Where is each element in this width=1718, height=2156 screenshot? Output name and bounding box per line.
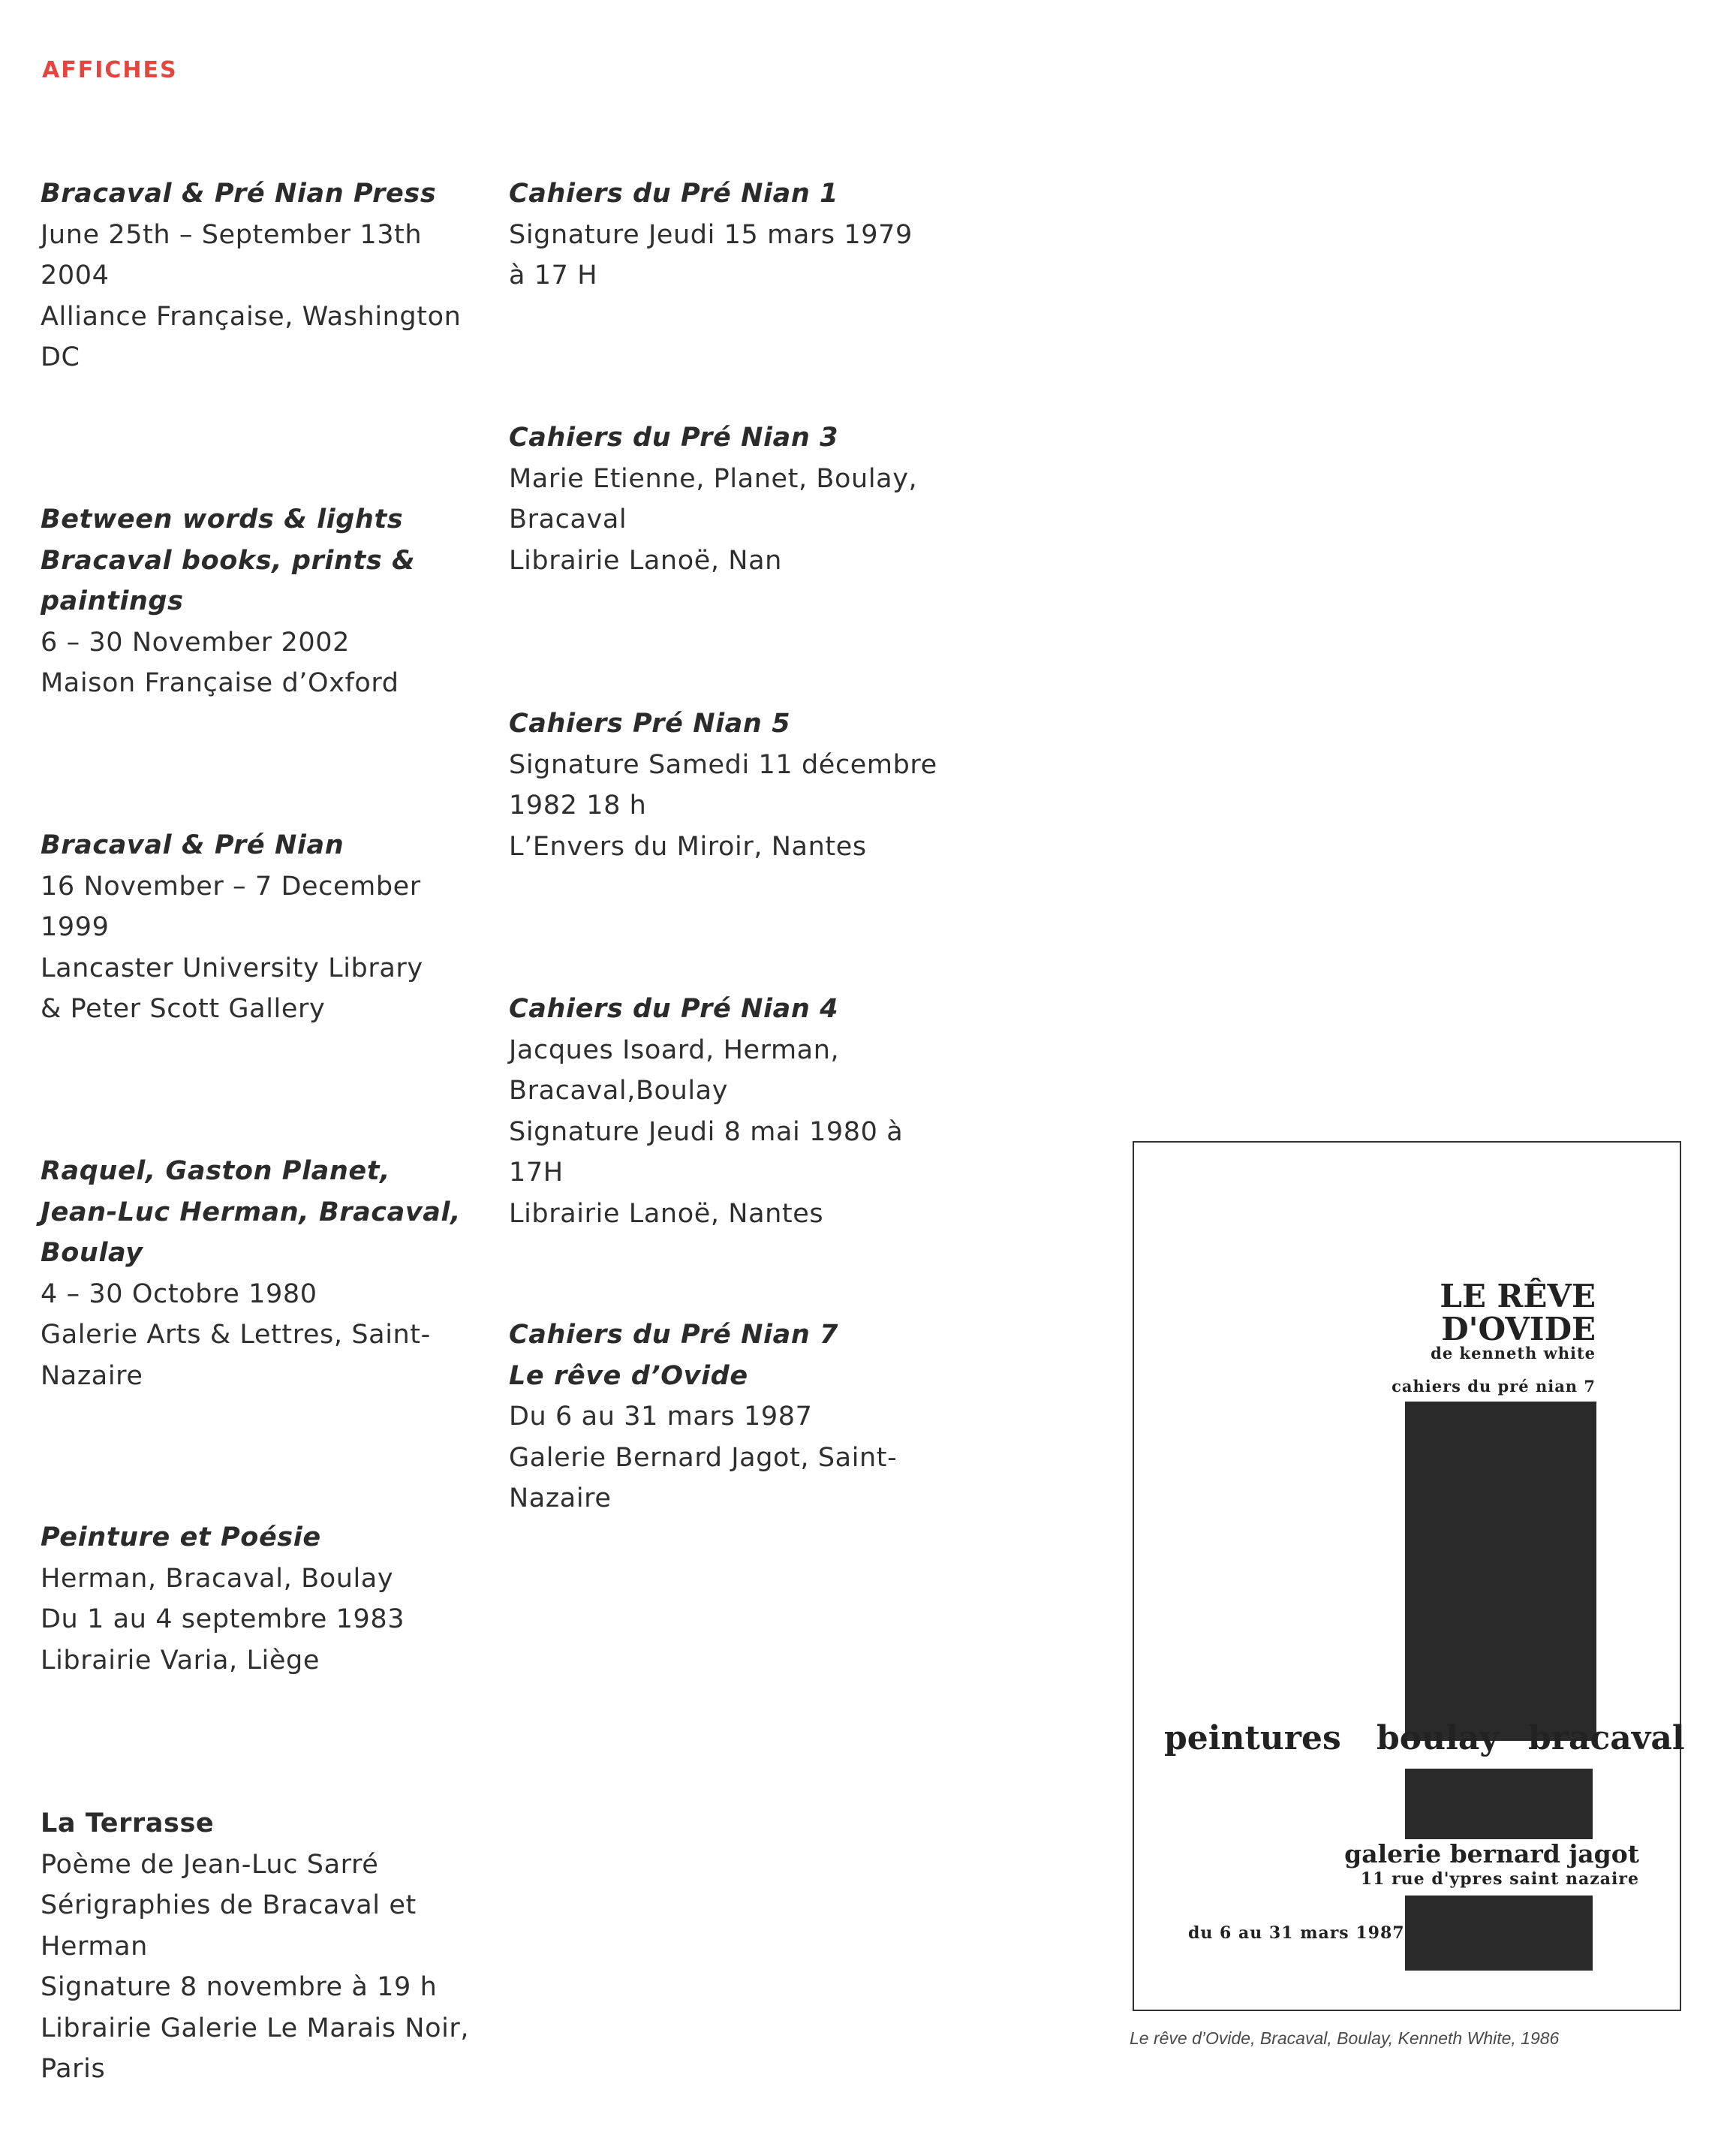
entry-line: Du 6 au 31 mars 1987 bbox=[509, 1402, 813, 1432]
exhibit-entry bbox=[509, 173, 952, 297]
entry-title: Boulay bbox=[41, 1238, 143, 1268]
entry-line: 17H bbox=[509, 1158, 564, 1188]
entry-title: paintings bbox=[41, 586, 184, 616]
entry-line: Signature Samedi 11 décembre bbox=[509, 749, 937, 780]
entry-title: Bracaval & Pré Nian Press bbox=[41, 179, 437, 209]
exhibit-entry bbox=[509, 703, 952, 867]
exhibit-entry bbox=[509, 1314, 952, 1519]
poster-caption: Le rêve d’Ovide, Bracaval, Boulay, Kenneth White, 1986 bbox=[1130, 2028, 1560, 2048]
entry-title: Cahiers du Pré Nian 3 bbox=[509, 423, 839, 453]
exhibit-entry bbox=[41, 1517, 476, 1681]
entry-line: Librairie Lanoë, Nantes bbox=[509, 1198, 824, 1229]
poster-author: de kenneth white bbox=[1431, 1344, 1596, 1363]
entry-line: Herman bbox=[41, 1931, 148, 1962]
poster-name: peintures bbox=[1164, 1719, 1341, 1757]
entry-line: 16 November – 7 December bbox=[41, 871, 421, 902]
entry-line: Poème de Jean-Luc Sarré bbox=[41, 1849, 379, 1880]
entry-line: 6 – 30 November 2002 bbox=[41, 627, 350, 658]
entry-line: Maison Française d’Oxford bbox=[41, 668, 399, 698]
poster-title-line: LE RÊVE bbox=[1440, 1278, 1596, 1314]
entry-title: Bracaval & Pré Nian bbox=[41, 830, 345, 860]
entry-title: Cahiers du Pré Nian 4 bbox=[509, 994, 839, 1024]
entry-line: à 17 H bbox=[509, 260, 598, 291]
exhibit-entry bbox=[509, 417, 952, 581]
poster-title-line: D'OVIDE bbox=[1441, 1311, 1596, 1348]
entry-line: Signature Jeudi 8 mai 1980 à bbox=[509, 1116, 904, 1147]
page-heading: AFFICHES bbox=[42, 57, 178, 83]
entry-line: Galerie Arts & Lettres, Saint- bbox=[41, 1320, 431, 1350]
exhibit-entry bbox=[41, 1151, 476, 1396]
entry-line: Galerie Bernard Jagot, Saint- bbox=[509, 1442, 898, 1473]
entry-line: Librairie Galerie Le Marais Noir, bbox=[41, 2013, 470, 2043]
entry-title: Bracaval books, prints & bbox=[41, 545, 416, 576]
entry-line: 2004 bbox=[41, 260, 110, 291]
entry-line: 1982 18 h bbox=[509, 790, 647, 821]
entry-line: Jacques Isoard, Herman, bbox=[509, 1034, 840, 1065]
poster-dates: du 6 au 31 mars 1987 bbox=[1188, 1923, 1405, 1943]
poster-name: boulay bbox=[1377, 1719, 1499, 1757]
entry-title: Le rêve d’Ovide bbox=[509, 1360, 748, 1391]
poster-title bbox=[1440, 1280, 1596, 1346]
entry-title: Cahiers Pré Nian 5 bbox=[509, 709, 791, 739]
entry-line: Du 1 au 4 septembre 1983 bbox=[41, 1604, 405, 1634]
entry-line: Herman, Bracaval, Boulay bbox=[41, 1563, 394, 1594]
entry-line: Signature 8 novembre à 19 h bbox=[41, 1972, 438, 2002]
entry-line: Bracaval bbox=[509, 504, 627, 534]
poster-image bbox=[1133, 1141, 1685, 2011]
exhibit-entry bbox=[41, 173, 476, 378]
entry-line: 1999 bbox=[41, 912, 110, 942]
exhibit-entry bbox=[41, 825, 476, 1030]
poster-name: bracaval bbox=[1528, 1719, 1685, 1757]
entry-line: Librairie Lanoë, Nan bbox=[509, 545, 782, 576]
entry-line: Alliance Française, Washington bbox=[41, 301, 462, 332]
entry-line: Paris bbox=[41, 2054, 106, 2084]
poster-gallery: galerie bernard jagot bbox=[1340, 1839, 1639, 1868]
poster-address: 11 rue d'ypres saint nazaire bbox=[1360, 1869, 1639, 1889]
poster-black-block bbox=[1405, 1769, 1593, 1841]
entry-line: Signature Jeudi 15 mars 1979 bbox=[509, 219, 913, 250]
poster-black-block bbox=[1405, 1896, 1593, 1971]
entry-title: Cahiers du Pré Nian 7 bbox=[509, 1320, 839, 1350]
entry-title: Raquel, Gaston Planet, bbox=[41, 1156, 390, 1186]
entry-line: Nazaire bbox=[509, 1483, 612, 1513]
entry-line: Lancaster University Library bbox=[41, 953, 423, 983]
poster-black-block bbox=[1405, 1402, 1596, 1741]
entry-line: Sérigraphies de Bracaval et bbox=[41, 1890, 417, 1920]
entry-line: 4 – 30 Octobre 1980 bbox=[41, 1278, 317, 1309]
entry-line: Bracaval,Boulay bbox=[509, 1076, 729, 1106]
entry-title: Peinture et Poésie bbox=[41, 1522, 321, 1552]
entry-line: Librairie Varia, Liège bbox=[41, 1645, 320, 1676]
entry-line: L’Envers du Miroir, Nantes bbox=[509, 831, 867, 862]
entry-line: Marie Etienne, Planet, Boulay, bbox=[509, 463, 918, 494]
entry-line: DC bbox=[41, 342, 80, 372]
entry-title: Between words & lights bbox=[41, 504, 404, 534]
exhibit-entry bbox=[41, 1803, 476, 2090]
entry-title: Jean-Luc Herman, Bracaval, bbox=[41, 1197, 461, 1227]
entry-line: Nazaire bbox=[41, 1360, 143, 1391]
entry-line: June 25th – September 13th bbox=[41, 219, 423, 250]
poster-series: cahiers du pré nian 7 bbox=[1392, 1377, 1596, 1396]
entry-title: La Terrasse bbox=[41, 1808, 215, 1838]
entry-line: & Peter Scott Gallery bbox=[41, 994, 326, 1024]
entry-title: Cahiers du Pré Nian 1 bbox=[509, 179, 839, 209]
exhibit-entry bbox=[41, 499, 476, 704]
exhibit-entry bbox=[509, 989, 952, 1234]
